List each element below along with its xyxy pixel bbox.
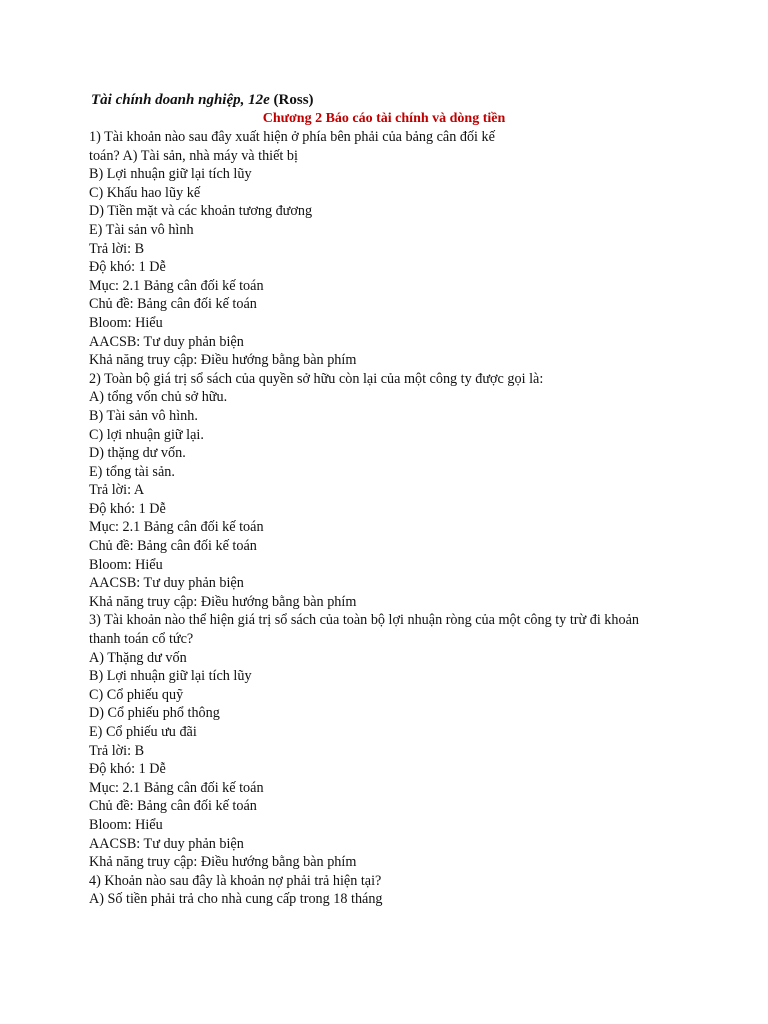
text-line: Khả năng truy cập: Điều hướng bằng bàn phím bbox=[89, 593, 357, 610]
text-line: thanh toán cổ tức? bbox=[89, 631, 194, 648]
text-line: C) Cổ phiếu quỹ bbox=[89, 686, 184, 703]
text-line: B) Lợi nhuận giữ lại tích lũy bbox=[89, 668, 252, 685]
text-line: A) tổng vốn chủ sở hữu. bbox=[89, 389, 228, 406]
text-line: B) Tài sản vô hình. bbox=[89, 407, 198, 424]
text-line: Mục: 2.1 Bảng cân đối kế toán bbox=[89, 779, 264, 796]
text-line: Độ khó: 1 Dễ bbox=[89, 259, 166, 276]
text-line: AACSB: Tư duy phản biện bbox=[89, 575, 244, 592]
text-line: A) Thặng dư vốn bbox=[89, 649, 187, 666]
text-line: C) lợi nhuận giữ lại. bbox=[89, 426, 204, 443]
text-line: 1) Tài khoản nào sau đây xuất hiện ở phía bên phải của bảng cân đối kế bbox=[89, 129, 495, 145]
text-line: 2) Toàn bộ giá trị sổ sách của quyền sở hữu còn lại của một công ty được gọi là: bbox=[89, 370, 544, 387]
text-line: toán? A) Tài sản, nhà máy và thiết bị bbox=[89, 147, 298, 164]
book-title: Tài chính doanh nghiệp, 12e bbox=[91, 92, 270, 108]
text-line: D) Tiền mặt và các khoản tương đương bbox=[89, 203, 313, 220]
text-line: Khả năng truy cập: Điều hướng bằng bàn phím bbox=[89, 352, 357, 369]
chapter-title: Chương 2 Báo cáo tài chính và dòng tiền bbox=[262, 111, 506, 126]
text-line: D) thặng dư vốn. bbox=[89, 445, 186, 462]
text-line: Mục: 2.1 Bảng cân đối kế toán bbox=[89, 277, 264, 294]
book-header bbox=[91, 91, 314, 109]
document-body bbox=[89, 128, 749, 909]
text-line: Chủ đề: Bảng cân đối kế toán bbox=[89, 538, 257, 555]
text-line: AACSB: Tư duy phản biện bbox=[89, 835, 244, 852]
text-line: Trả lời: B bbox=[89, 742, 145, 759]
text-line: Chủ đề: Bảng cân đối kế toán bbox=[89, 798, 257, 815]
text-line: Trả lời: A bbox=[89, 482, 145, 499]
text-line: Trả lời: B bbox=[89, 240, 145, 257]
text-line: E) tổng tài sản. bbox=[89, 463, 175, 480]
text-line: Độ khó: 1 Dễ bbox=[89, 500, 166, 517]
text-line: 3) Tài khoản nào thể hiện giá trị sổ sách của toàn bộ lợi nhuận ròng của một công ty trừ đi khoản bbox=[89, 612, 639, 629]
text-line: E) Tài sản vô hình bbox=[89, 221, 194, 238]
text-line: Chủ đề: Bảng cân đối kế toán bbox=[89, 296, 257, 313]
text-line: Mục: 2.1 Bảng cân đối kế toán bbox=[89, 519, 264, 536]
text-line: Khả năng truy cập: Điều hướng bằng bàn phím bbox=[89, 854, 357, 871]
text-line: 4) Khoản nào sau đây là khoản nợ phải trả hiện tại? bbox=[89, 872, 382, 889]
text-line: A) Số tiền phải trả cho nhà cung cấp trong 18 tháng bbox=[89, 891, 383, 908]
text-line: D) Cổ phiếu phổ thông bbox=[89, 705, 220, 722]
text-line: Độ khó: 1 Dễ bbox=[89, 761, 166, 778]
text-line: Bloom: Hiểu bbox=[89, 556, 163, 573]
book-author: (Ross) bbox=[273, 92, 314, 108]
text-line: Bloom: Hiểu bbox=[89, 314, 163, 331]
text-line: B) Lợi nhuận giữ lại tích lũy bbox=[89, 166, 252, 183]
text-line: E) Cổ phiếu ưu đãi bbox=[89, 724, 197, 740]
text-line: C) Khấu hao lũy kế bbox=[89, 184, 201, 201]
text-line: Bloom: Hiểu bbox=[89, 816, 163, 833]
text-line: AACSB: Tư duy phản biện bbox=[89, 333, 244, 350]
